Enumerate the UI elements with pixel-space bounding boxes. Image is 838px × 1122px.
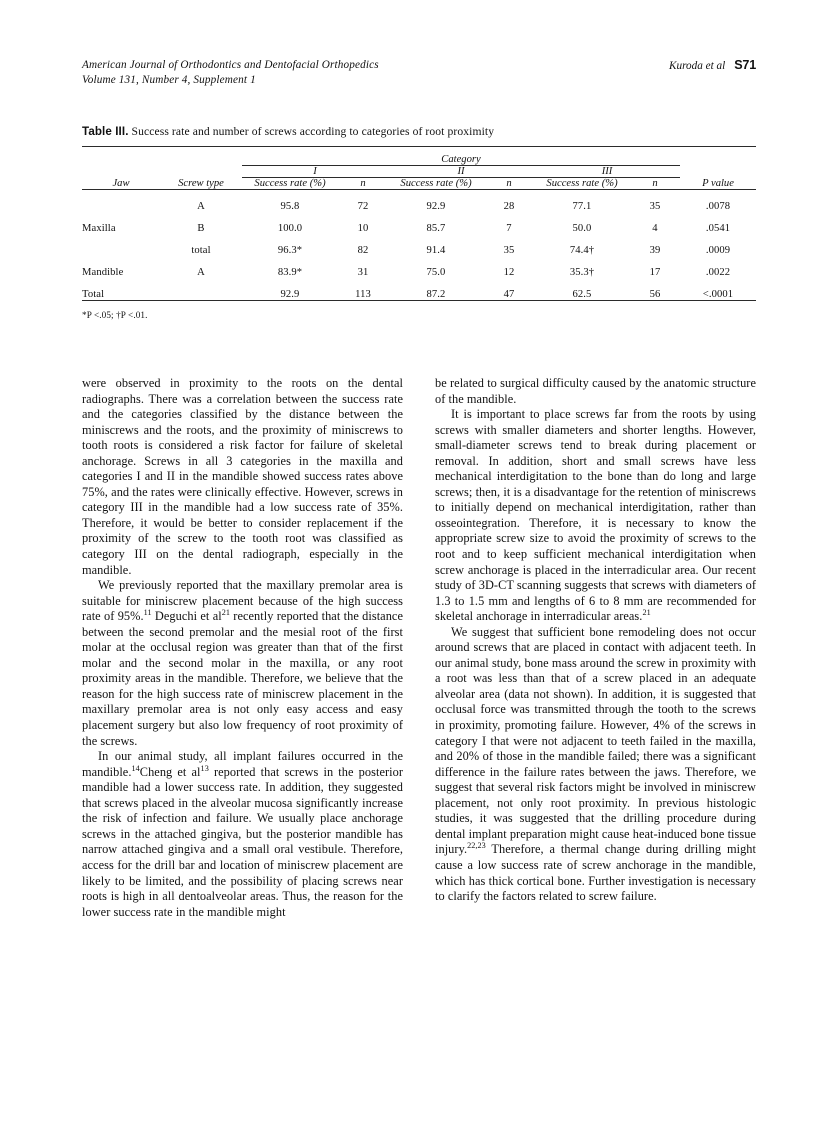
table-footnote: *P <.05; †P <.01.	[82, 310, 148, 320]
cell-cat1-n: 31	[357, 267, 369, 278]
cell-cat1-rate: 96.3*	[277, 245, 303, 256]
success-rate-table	[82, 146, 756, 301]
table-three-block	[82, 124, 756, 320]
category-label-1: I	[242, 166, 388, 178]
cell-cat2-rate: 75.0	[426, 267, 446, 278]
category-label-3: III	[534, 166, 680, 178]
cell-cat3-rate: 77.1	[572, 201, 592, 212]
cell-screw-type: B	[197, 223, 205, 234]
cell-cat3-n: 56	[649, 289, 661, 300]
cell-cat3-rate: 74.4†	[569, 245, 595, 256]
paragraph: be related to surgical difficulty caused by the anatomic structure of the mandible.	[435, 376, 756, 406]
cell-cat3-n: 17	[649, 267, 661, 278]
cell-cat2-n: 35	[503, 245, 515, 256]
cell-jaw	[82, 234, 160, 256]
cell-jaw	[82, 190, 160, 213]
column-header-p-value: P value	[702, 178, 734, 189]
cell-cat1-rate: 83.9*	[277, 267, 303, 278]
running-head-right	[669, 58, 756, 72]
paragraph: were observed in proximity to the roots on the dental radiographs. There was a correlation between the success rate and the categories classified by the distance between the miniscrews and the roots, and the proximity of miniscrews to tooth roots is considered a risk factor for failure of skeletal anchorage. Screws in all 3 categories in the maxilla and categories I and II in the mandible showed success rates above 75%, and the rates were clinically effective. However, screws in category III in the mandible had a low success rate of 35%. Therefore, it would be better to consider replacement if the proximity of the screw to the tooth root was classified as category III on the dental radiograph, especially in the mandible.	[82, 376, 403, 577]
cell-screw-type	[160, 278, 242, 301]
category-labels-row	[82, 166, 756, 178]
cell-screw-type: A	[197, 267, 205, 278]
cell-cat2-n: 47	[503, 289, 515, 300]
cell-jaw: Maxilla	[82, 223, 116, 234]
cell-cat1-rate: 92.9	[280, 289, 300, 300]
cell-screw-type: total	[191, 245, 211, 256]
cell-cat1-n: 10	[357, 223, 369, 234]
left-column	[82, 376, 403, 920]
cell-cat2-rate: 87.2	[426, 289, 446, 300]
cell-p-value: .0078	[705, 201, 731, 212]
table-caption-text: Success rate and number of screws according to categories of root proximity	[128, 125, 495, 138]
journal-volume-line: Volume 131, Number 4, Supplement 1	[82, 74, 256, 86]
table-caption	[82, 124, 756, 139]
cell-cat3-rate: 62.5	[572, 289, 592, 300]
column-headers-row	[82, 178, 756, 190]
table-label: Table III.	[82, 125, 129, 138]
cell-cat1-n: 113	[355, 289, 371, 300]
cell-cat3-n: 4	[652, 223, 658, 234]
running-head	[82, 58, 756, 88]
category-group-header-row	[82, 154, 756, 166]
column-header-jaw: Jaw	[112, 178, 130, 189]
cell-cat2-rate: 91.4	[426, 245, 446, 256]
paragraph: It is important to place screws far from the roots by using screws with smaller diameters and shorter lengths. However, small-diameter screws tend to break during placement or removal. In addition, short and small screws have less mechanical interdigitation to the bone than do long and large screws; then, it is a disadvantage for the retention of miniscrews to initially depend on mechanical interdigitation, rather than osseointegration. Therefore, it is necessary to know the appropriate screw size to avoid the proximity of screws to the root and to keep sufficient mechanical interdigitation when screw anchorage is placed in the interradicular area. Our recent study of 3D-CT scanning suggests that screws with diameters of 1.3 to 1.5 mm and lengths of 6 to 8 mm are recommended for skeletal anchorage in interradicular areas.$^{21}$	[435, 407, 756, 624]
paragraph: In our animal study, all implant failures occurred in the mandible.$^{14}$Cheng et $al^{13}$ reported that screws in the posterior mandible had a lower success rate. In addition, they suggested that screws placed in the alveolar mucosa significantly increase the risk of infection and failure. We usually place anchorage screws in the attached gingiva, but the posterior mandible has narrow attached gingiva and a small oral vestibule. Therefore, access for the drill bar and location of miniscrew placement are likely to be limited, and the possibility of placing screws near roots is high in all dentoalveolar areas. Thus, the reason for the lower success rate in the mandible might	[82, 749, 403, 919]
cell-cat2-rate: 85.7	[426, 223, 446, 234]
page-number: S71	[734, 58, 756, 72]
column-header-screw-type: Screw type	[178, 178, 224, 189]
column-header-n-3: n	[652, 178, 658, 189]
journal-title-line: American Journal of Orthodontics and Dentofacial Orthopedics	[82, 59, 379, 71]
column-header-n-2: n	[506, 178, 512, 189]
cell-cat2-n: 28	[503, 201, 515, 212]
table-row	[82, 212, 756, 234]
running-head-authors: Kuroda et al	[669, 60, 726, 72]
cell-cat1-n: 82	[357, 245, 369, 256]
column-header-success-rate-2: Success rate (%)	[400, 178, 472, 189]
right-column	[435, 376, 756, 920]
cell-p-value: .0022	[705, 267, 731, 278]
cell-cat3-n: 35	[649, 201, 661, 212]
cell-cat3-rate: 35.3†	[569, 267, 595, 278]
paragraph: We suggest that sufficient bone remodeling does not occur around screws that are placed in contact with adjacent teeth. In our animal study, bone mass around the screw in proximity with a root was less than that of a screw placed in an adequate alveolar area (data not shown). In addition, it is suggested that occlusal force was transmitted through the tooth to the screws in proximity, promoting failure. However, 4% of the screws in category I that were not adjacent to teeth failed in the maxilla, and 20% of those in the mandible failed; there was a significant difference in the failure rates between the jaws. Therefore, we suggest that several risk factors might be involved in miniscrew placement, not only root proximity. In previous histologic studies, it was suggested that the drilling procedure during dental implant preparation might cause heat-induced bone tissue injury.$^{22,23}$ Therefore, a thermal change during drilling might cause a low success rate of screw anchorage in the mandible, which has thick cortical bone. Further investigation is necessary to clarify the factors related to screw failure.	[435, 624, 756, 904]
column-header-success-rate-1: Success rate (%)	[254, 178, 326, 189]
cell-cat2-n: 7	[506, 223, 512, 234]
body-text	[82, 376, 756, 920]
column-header-n-1: n	[360, 178, 366, 189]
cell-jaw: Mandible	[82, 267, 124, 278]
table-top-rule-row	[82, 147, 756, 155]
cell-cat1-rate: 95.8	[280, 201, 300, 212]
cell-cat1-rate: 100.0	[277, 223, 303, 234]
table-row	[82, 278, 756, 301]
cell-cat2-n: 12	[503, 267, 515, 278]
category-label-2: II	[388, 166, 534, 178]
table-row	[82, 190, 756, 213]
cell-cat3-rate: 50.0	[572, 223, 592, 234]
cell-cat1-n: 72	[357, 201, 369, 212]
category-group-header: Category	[242, 154, 680, 166]
cell-cat3-n: 39	[649, 245, 661, 256]
table-row	[82, 256, 756, 278]
cell-screw-type: A	[197, 201, 205, 212]
paragraph: We previously reported that the maxillary premolar area is suitable for miniscrew placement because of the high success rate of 95%.$^{11}$ Deguchi et $al^{21}$ recently reported that the distance between the second premolar and the mesial root of the first molar at the occlusal region was greater than that of the first molar and the second molar in the maxilla, or any root proximity areas in the mandible. Therefore, we believe that the reason for the high success rate of miniscrew placement in the maxillary premolar area is not only easy access and easy placement surgery but also low frequency of root proximity of the screws.	[82, 578, 403, 748]
column-header-success-rate-3: Success rate (%)	[546, 178, 618, 189]
cell-cat2-rate: 92.9	[426, 201, 446, 212]
cell-p-value: <.0001	[702, 289, 734, 300]
table-bottom-rule-row	[82, 301, 756, 302]
cell-p-value: .0541	[705, 223, 731, 234]
table-row	[82, 234, 756, 256]
cell-p-value: .0009	[705, 245, 731, 256]
running-head-journal	[82, 58, 379, 88]
cell-jaw: Total	[82, 289, 105, 300]
